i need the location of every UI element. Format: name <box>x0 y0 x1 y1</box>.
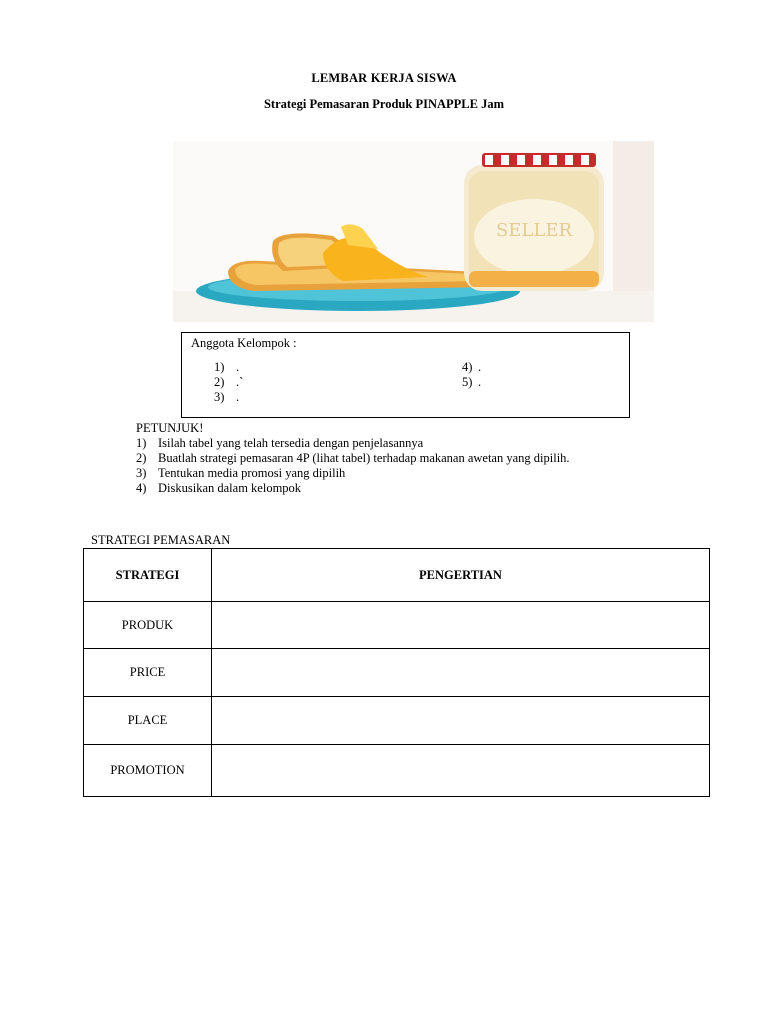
instruction-1-number: 1) <box>136 436 147 450</box>
definition-cell-produk[interactable] <box>212 602 710 649</box>
member-3-value[interactable]: . <box>236 390 240 404</box>
instructions-heading: PETUNJUK! <box>136 421 204 435</box>
jar-label-text: SELLER <box>495 220 573 241</box>
header-strategi: STRATEGI <box>84 549 212 602</box>
table-header-row <box>84 549 710 602</box>
strategy-name-promotion: PROMOTION <box>84 745 212 797</box>
group-members-title: Anggota Kelompok : <box>191 336 297 350</box>
worksheet-title: LEMBAR KERJA SISWA <box>311 71 457 85</box>
instruction-2-number: 2) <box>136 451 147 465</box>
instruction-2-text: Buatlah strategi pemasaran 4P (lihat tabel) terhadap makanan awetan yang dipilih. <box>158 451 570 465</box>
table-row <box>84 649 710 697</box>
header-pengertian: PENGERTIAN <box>212 549 710 602</box>
strategy-name-place: PLACE <box>84 697 212 745</box>
instruction-4-number: 4) <box>136 481 147 495</box>
instruction-1-text: Isilah tabel yang telah tersedia dengan penjelasannya <box>158 436 424 450</box>
strategy-section-label: STRATEGI PEMASARAN <box>91 533 231 547</box>
strategy-name-produk: PRODUK <box>84 602 212 649</box>
instruction-4-text: Diskusikan dalam kelompok <box>158 481 302 495</box>
group-members-box <box>181 332 630 418</box>
table-row <box>84 745 710 797</box>
member-3-number: 3) <box>214 390 225 404</box>
instruction-3-number: 3) <box>136 466 147 480</box>
member-1-number: 1) <box>214 360 225 374</box>
worksheet-subtitle: Strategi Pemasaran Produk PINAPPLE Jam <box>263 97 505 111</box>
definition-cell-promotion[interactable] <box>212 745 710 797</box>
instruction-3-text: Tentukan media promosi yang dipilih <box>158 466 346 480</box>
member-5-value[interactable]: . <box>478 375 482 389</box>
table-row <box>84 697 710 745</box>
definition-cell-place[interactable] <box>212 697 710 745</box>
member-1-value[interactable]: . <box>236 360 240 374</box>
table-row <box>84 602 710 649</box>
jam-toast-illustration <box>173 141 654 322</box>
strategy-name-price: PRICE <box>84 649 212 697</box>
definition-cell-price[interactable] <box>212 649 710 697</box>
member-4-number: 4) <box>462 360 473 374</box>
member-2-number: 2) <box>214 375 225 389</box>
strategy-table <box>83 548 710 797</box>
product-photo <box>173 141 654 322</box>
member-2-value[interactable]: .` <box>236 375 244 389</box>
member-4-value[interactable]: . <box>478 360 482 374</box>
member-5-number: 5) <box>462 375 473 389</box>
